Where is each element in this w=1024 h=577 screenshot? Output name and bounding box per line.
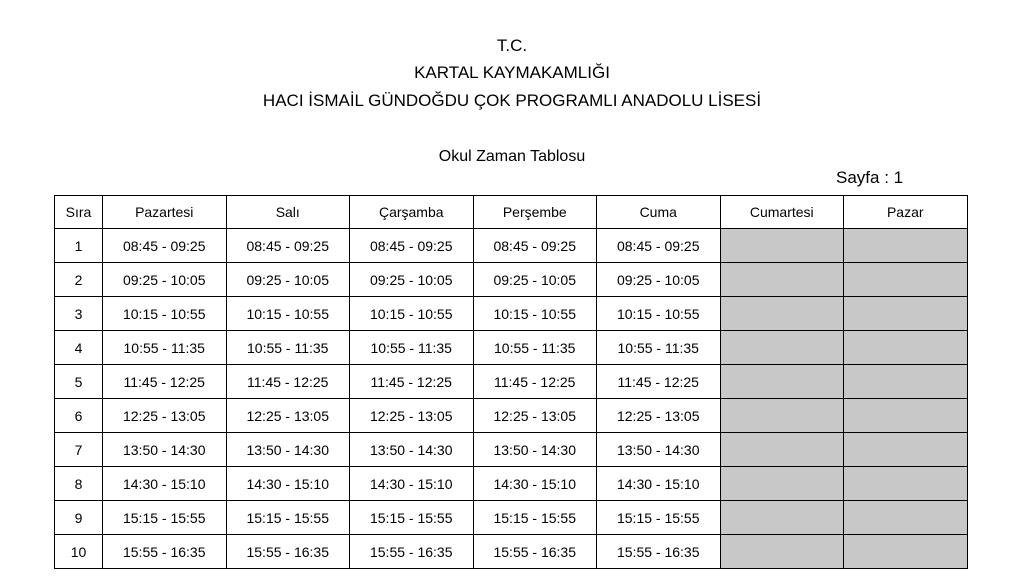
column-header-sira: Sıra [55,196,103,229]
time-cell: 14:30 - 15:10 [226,467,350,501]
time-cell: 10:55 - 11:35 [473,331,597,365]
row-number-cell: 10 [55,535,103,569]
time-cell: 13:50 - 14:30 [473,433,597,467]
time-cell: 15:55 - 16:35 [226,535,350,569]
time-cell: 10:15 - 10:55 [103,297,227,331]
time-cell: 15:15 - 15:55 [473,501,597,535]
time-cell: 12:25 - 13:05 [103,399,227,433]
row-number-cell: 2 [55,263,103,297]
time-cell: 15:15 - 15:55 [226,501,350,535]
table-header-row [55,196,968,229]
row-number-cell: 9 [55,501,103,535]
time-cell: 14:30 - 15:10 [350,467,474,501]
column-header-persembe: Perşembe [473,196,597,229]
time-cell: 10:55 - 11:35 [103,331,227,365]
time-cell: 14:30 - 15:10 [103,467,227,501]
cumartesi-empty-cell [720,467,844,501]
time-cell: 10:15 - 10:55 [473,297,597,331]
row-number-cell: 3 [55,297,103,331]
cumartesi-empty-cell [720,229,844,263]
time-cell: 12:25 - 13:05 [226,399,350,433]
row-number-cell: 8 [55,467,103,501]
time-cell: 10:15 - 10:55 [597,297,721,331]
time-cell: 08:45 - 09:25 [103,229,227,263]
page-number: Sayfa : 1 [836,168,904,187]
table-row [55,467,968,501]
column-header-pazartesi: Pazartesi [103,196,227,229]
table-row [55,501,968,535]
time-cell: 10:55 - 11:35 [597,331,721,365]
time-cell: 12:25 - 13:05 [473,399,597,433]
time-cell: 08:45 - 09:25 [473,229,597,263]
header-line-school: HACI İSMAİL GÜNDOĞDU ÇOK PROGRAMLI ANADOLU LİSESİ [262,91,762,110]
time-cell: 09:25 - 10:05 [473,263,597,297]
table-row [55,365,968,399]
time-cell: 09:25 - 10:05 [103,263,227,297]
column-header-cumartesi: Cumartesi [720,196,844,229]
header-line-tc: T.C. [496,36,528,55]
header-line-district: KARTAL KAYMAKAMLIĞI [414,63,610,82]
table-title: Okul Zaman Tablosu [438,148,586,165]
table-row [55,263,968,297]
time-cell: 11:45 - 12:25 [597,365,721,399]
time-cell: 15:15 - 15:55 [350,501,474,535]
time-cell: 14:30 - 15:10 [597,467,721,501]
pazar-empty-cell [844,399,968,433]
schedule-table [54,195,968,569]
cumartesi-empty-cell [720,399,844,433]
time-cell: 13:50 - 14:30 [597,433,721,467]
table-row [55,399,968,433]
time-cell: 10:55 - 11:35 [350,331,474,365]
time-cell: 09:25 - 10:05 [350,263,474,297]
time-cell: 11:45 - 12:25 [350,365,474,399]
time-cell: 15:55 - 16:35 [350,535,474,569]
time-cell: 10:15 - 10:55 [350,297,474,331]
cumartesi-empty-cell [720,263,844,297]
time-cell: 15:55 - 16:35 [103,535,227,569]
row-number-cell: 7 [55,433,103,467]
time-cell: 10:55 - 11:35 [226,331,350,365]
time-cell: 08:45 - 09:25 [350,229,474,263]
time-cell: 11:45 - 12:25 [473,365,597,399]
table-row [55,297,968,331]
pazar-empty-cell [844,535,968,569]
time-cell: 08:45 - 09:25 [226,229,350,263]
time-cell: 12:25 - 13:05 [350,399,474,433]
cumartesi-empty-cell [720,501,844,535]
cumartesi-empty-cell [720,433,844,467]
pazar-empty-cell [844,433,968,467]
pazar-empty-cell [844,263,968,297]
cumartesi-empty-cell [720,365,844,399]
time-cell: 14:30 - 15:10 [473,467,597,501]
row-number-cell: 4 [55,331,103,365]
time-cell: 10:15 - 10:55 [226,297,350,331]
time-cell: 12:25 - 13:05 [597,399,721,433]
time-cell: 15:15 - 15:55 [597,501,721,535]
cumartesi-empty-cell [720,297,844,331]
pazar-empty-cell [844,331,968,365]
column-header-pazar: Pazar [844,196,968,229]
time-cell: 09:25 - 10:05 [597,263,721,297]
time-cell: 11:45 - 12:25 [226,365,350,399]
time-cell: 15:55 - 16:35 [597,535,721,569]
pazar-empty-cell [844,467,968,501]
column-header-sali: Salı [226,196,350,229]
table-row [55,535,968,569]
time-cell: 11:45 - 12:25 [103,365,227,399]
table-row [55,229,968,263]
pazar-empty-cell [844,365,968,399]
time-cell: 09:25 - 10:05 [226,263,350,297]
time-cell: 13:50 - 14:30 [103,433,227,467]
row-number-cell: 6 [55,399,103,433]
table-row [55,433,968,467]
pazar-empty-cell [844,229,968,263]
time-cell: 08:45 - 09:25 [597,229,721,263]
time-cell: 15:15 - 15:55 [103,501,227,535]
cumartesi-empty-cell [720,331,844,365]
row-number-cell: 5 [55,365,103,399]
row-number-cell: 1 [55,229,103,263]
time-cell: 13:50 - 14:30 [226,433,350,467]
pazar-empty-cell [844,297,968,331]
time-cell: 13:50 - 14:30 [350,433,474,467]
column-header-carsamba: Çarşamba [350,196,474,229]
table-row [55,331,968,365]
cumartesi-empty-cell [720,535,844,569]
time-cell: 15:55 - 16:35 [473,535,597,569]
column-header-cuma: Cuma [597,196,721,229]
pazar-empty-cell [844,501,968,535]
